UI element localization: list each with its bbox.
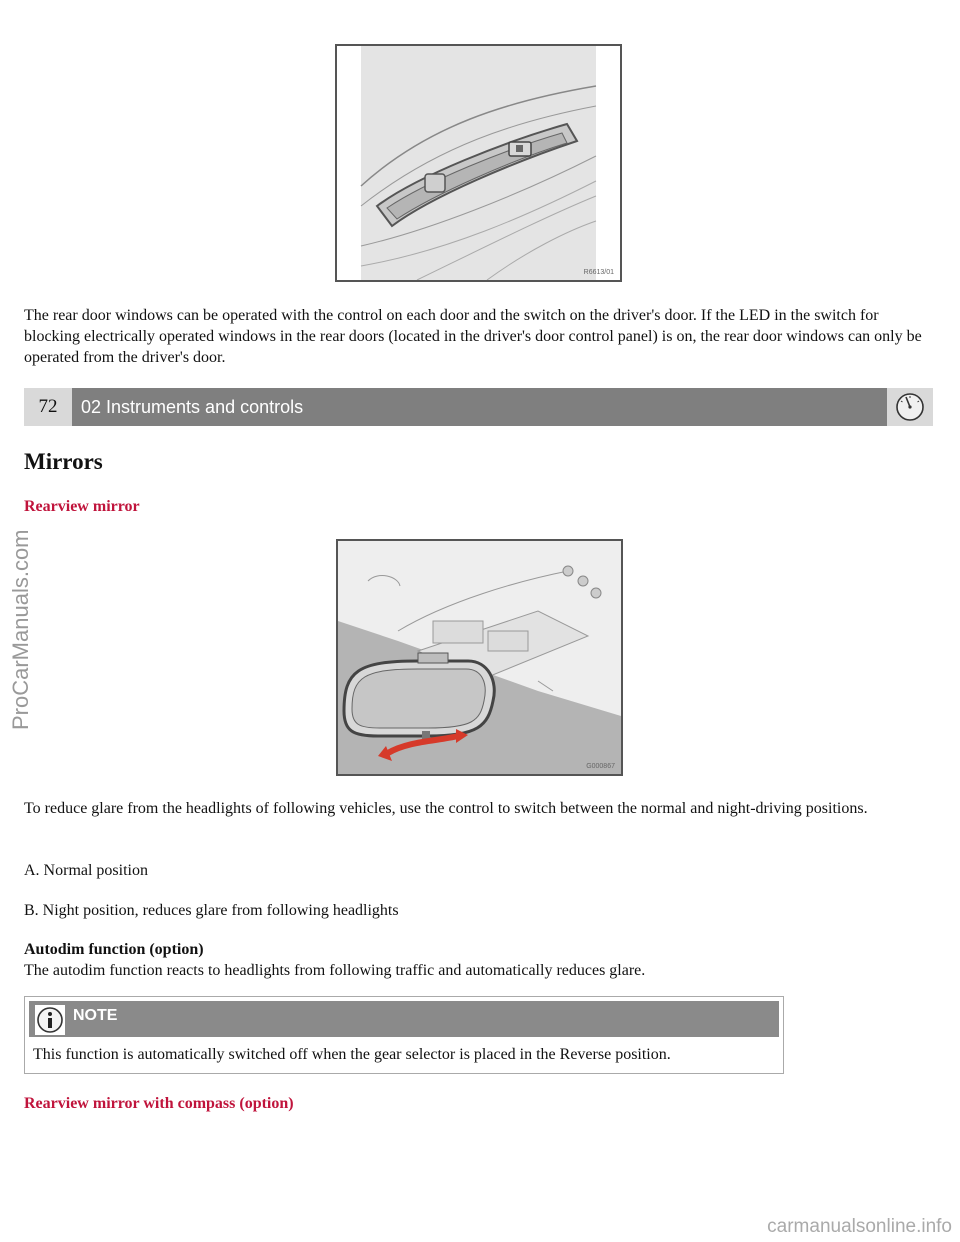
door-switch-figure xyxy=(335,44,622,282)
page-number: 72 xyxy=(24,388,72,426)
rearview-mirror-subheading: Rearview mirror xyxy=(24,498,140,515)
autodim-block xyxy=(24,939,936,981)
section-title: 02 Instruments and controls xyxy=(81,396,304,417)
note-text: This function is automatically switched off when the gear selector is placed in the Reverse position. xyxy=(33,1046,671,1063)
rearview-mirror-illustration xyxy=(338,541,621,774)
note-title: NOTE xyxy=(73,1007,118,1024)
door-windows-paragraph: The rear door windows can be operated with the control on each door and the switch on the driver's door. If the LED in the switch for blocking electrically operated windows in the rear doors (located in the driver's door control panel) is on, the rear door windows can only be operated from the driver's door. xyxy=(24,307,922,366)
gauge-icon xyxy=(887,388,933,426)
figure-code: G000867 xyxy=(586,763,615,770)
note-header xyxy=(29,1001,779,1037)
rearview-mirror-figure xyxy=(336,539,623,776)
compass-mirror-subheading: Rearview mirror with compass (option) xyxy=(24,1095,294,1112)
section-header-bar xyxy=(24,388,933,426)
figure-code: R6613/01 xyxy=(583,269,614,276)
item-b-night-position: B. Night position, reduces glare from following headlights xyxy=(24,902,399,919)
info-icon xyxy=(35,1005,65,1040)
glare-paragraph: To reduce glare from the headlights of following vehicles, use the control to switch between the normal and night-driving positions. xyxy=(24,800,868,817)
bottom-watermark: carmanualsonline.info xyxy=(767,1216,952,1237)
page-heading: Mirrors xyxy=(24,449,103,474)
door-switch-illustration xyxy=(337,46,620,280)
autodim-text: The autodim function reacts to headlights from following traffic and automatically reduces glare. xyxy=(24,962,646,979)
item-a-normal-position: A. Normal position xyxy=(24,862,148,879)
note-box xyxy=(24,996,784,1074)
side-watermark: ProCarManuals.com xyxy=(8,529,33,730)
autodim-label: Autodim function (option) xyxy=(24,941,204,958)
